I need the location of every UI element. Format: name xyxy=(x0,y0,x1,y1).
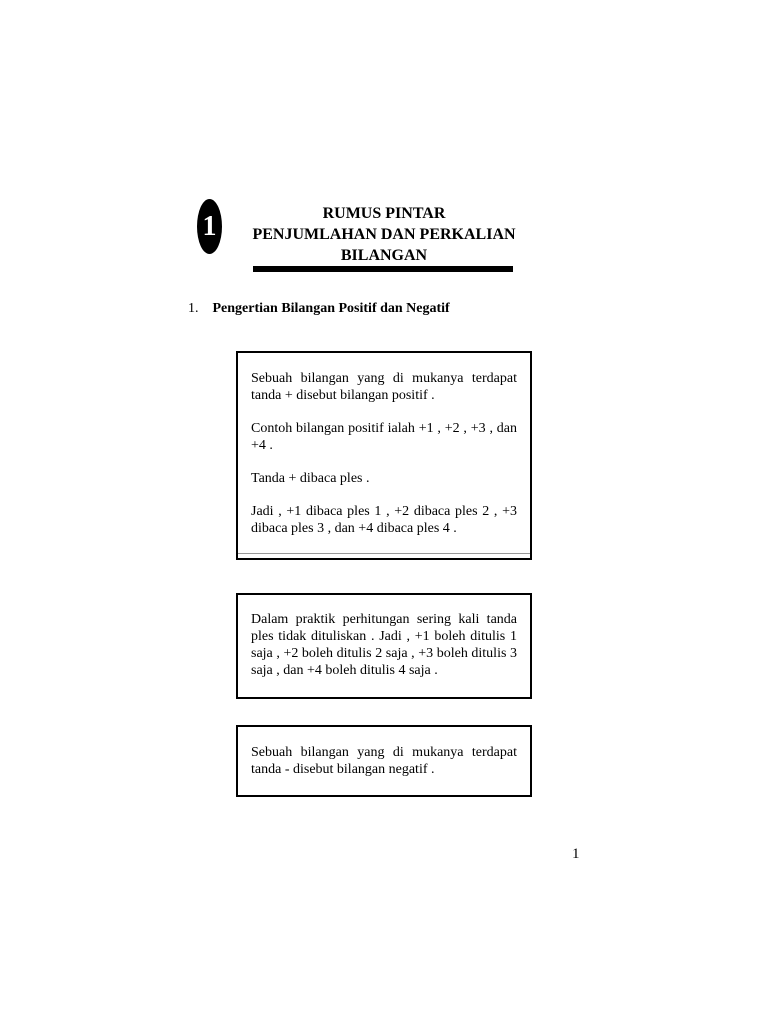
section-number: 1. xyxy=(188,301,199,316)
box-paragraph: Sebuah bilangan yang di mukanya terdapat tanda - disebut bilangan negatif . xyxy=(251,745,517,777)
definition-box-negative xyxy=(236,725,532,797)
section-title: Pengertian Bilangan Positif dan Negatif xyxy=(212,301,450,316)
chapter-number-badge: 1 xyxy=(197,199,222,254)
chapter-title-line-1: RUMUS PINTAR xyxy=(322,205,446,222)
box-divider xyxy=(238,553,530,554)
box-paragraph: Tanda + dibaca ples . xyxy=(251,471,370,486)
title-underline xyxy=(253,266,513,272)
note-box-plus-sign xyxy=(236,593,532,699)
chapter-title-line-2: PENJUMLAHAN DAN PERKALIAN xyxy=(252,226,516,243)
box-paragraph: Sebuah bilangan yang di mukanya terdapat tanda + disebut bilangan positif . xyxy=(251,371,517,403)
page-number: 1 xyxy=(572,846,580,862)
chapter-title-line-3: BILANGAN xyxy=(340,247,428,264)
chapter-title xyxy=(232,203,536,266)
box-paragraph: Jadi , +1 dibaca ples 1 , +2 dibaca ples 2 , +3 dibaca ples 3 , dan +4 dibaca ples 4 . xyxy=(251,504,517,536)
definition-box-positive xyxy=(236,351,532,560)
box-paragraph: Contoh bilangan positif ialah +1 , +2 , +3 , dan +4 . xyxy=(251,421,517,453)
box-paragraph: Dalam praktik perhitungan sering kali tanda ples tidak dituliskan . Jadi , +1 boleh ditulis 1 saja , +2 boleh ditulis 2 saja , +3 boleh ditulis 3 saja , dan +4 boleh ditulis 4 saja . xyxy=(251,612,517,678)
section-heading xyxy=(188,301,450,317)
